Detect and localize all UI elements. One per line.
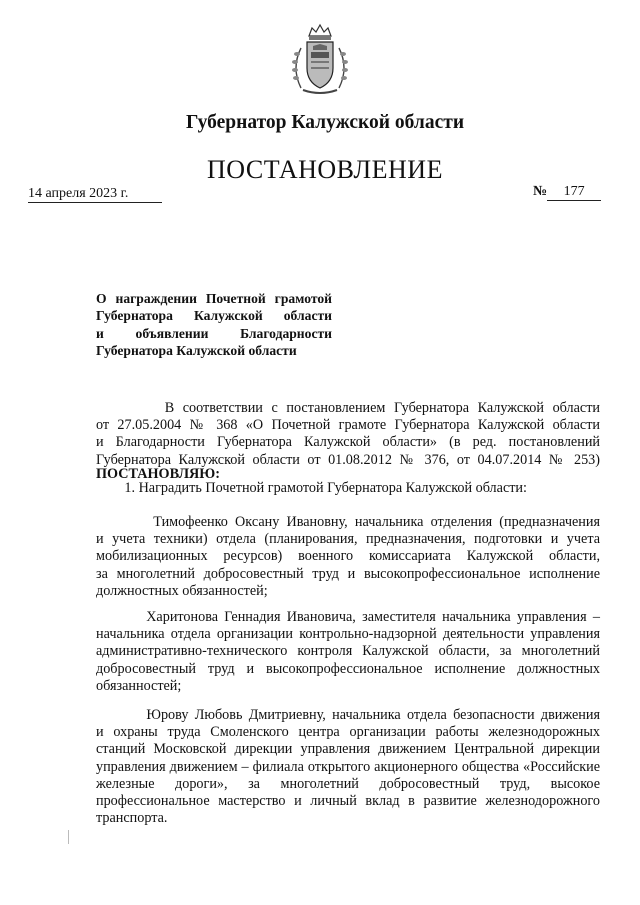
text-line: начальника отдела организации контрольно-надзорной деятельности управления	[96, 626, 600, 643]
text-line: мобилизационных ресурсов) военного комиссариата Калужской области,	[96, 548, 600, 565]
text-line: Тимофеенко Оксану Ивановну, начальника отделения (предназначения	[96, 514, 600, 530]
document-date: 14 апреля 2023 г.	[28, 186, 129, 201]
text-line: транспорта.	[96, 810, 168, 827]
text-line: от 27.05.2004 № 368 «О Почетной грамоте Губернатора Калужской области	[96, 417, 600, 434]
date-underline	[28, 202, 162, 203]
awardee-paragraph	[96, 707, 600, 827]
awardee-paragraph	[96, 609, 600, 695]
document-number	[533, 184, 601, 201]
text-line: и учета техники) отдела (планирования, предназначения, подготовки и учета	[96, 531, 600, 548]
text-line: и Благодарности Губернатора Калужской области» (в ред. постановлений	[96, 434, 600, 451]
document-subject	[96, 290, 332, 359]
text-line: административно-технического контроля Калужской области, за многолетний	[96, 643, 600, 660]
preamble-paragraph	[96, 400, 600, 469]
text-line: Юрову Любовь Дмитриевну, начальника отдела безопасности движения	[96, 707, 600, 723]
kaluga-coat-of-arms-icon	[287, 22, 353, 98]
text-line: профессиональное мастерство и личный вклад в развитие железнодорожного	[96, 793, 600, 810]
text-line: добросовестный труд и высокопрофессиональное исполнение должностных	[96, 660, 600, 677]
subject-line: Губернатора Калужской области	[96, 342, 297, 358]
subject-line: О награждении Почетной грамотой	[96, 291, 332, 306]
text-line: должностных обязанностей;	[96, 582, 268, 599]
document-type-title: ПОСТАНОВЛЕНИЕ	[207, 155, 443, 184]
item-1	[96, 480, 600, 497]
text-line: станций Московской дирекции управления движением Центральной дирекции	[96, 741, 600, 758]
text-line: железные дороги», за многолетний добросовестный труд, высокое	[96, 775, 600, 792]
text-line: Харитонова Геннадия Ивановича, заместителя начальника управления –	[96, 609, 600, 625]
subject-line: Губернатора Калужской области	[96, 308, 332, 324]
text-line: 1. Наградить Почетной грамотой Губернатора Калужской области:	[96, 480, 527, 496]
subject-line: и объявлении Благодарности	[96, 325, 332, 341]
margin-mark	[68, 830, 69, 844]
issuing-authority: Губернатор Калужской области	[185, 112, 465, 133]
text-line: В соответствии с постановлением Губернатора Калужской области	[96, 400, 600, 416]
awardee-paragraph	[96, 514, 600, 600]
text-line: за многолетний добросовестный труд и высокопрофессиональное исполнение	[96, 565, 600, 582]
number-sign: №	[533, 184, 548, 199]
text-line: управления движением – филиала открытого акционерного общества «Российские	[96, 758, 600, 775]
text-line: обязанностей;	[96, 677, 182, 694]
decree-word: ПОСТАНОВЛЯЮ:	[96, 466, 221, 482]
number-value: 177	[547, 184, 601, 201]
text-line: и охраны труда Смоленского центра организации работы железнодорожных	[96, 724, 600, 741]
text-line: Губернатора Калужской области от 01.08.2012 № 376, от 04.07.2014 № 253)	[96, 451, 600, 468]
